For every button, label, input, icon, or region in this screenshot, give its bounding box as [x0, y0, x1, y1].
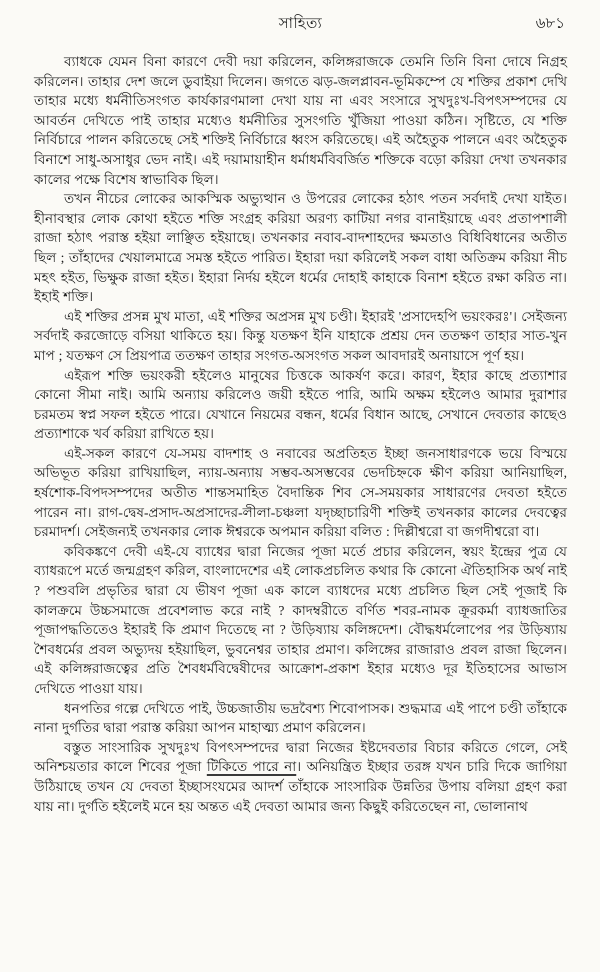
paragraph: কবিকঙ্কণে দেবী এই-যে ব্যাধের দ্বারা নিজের পূজা মর্তে প্রচার করিলেন, স্বয়ং ইন্দ্রের পুত্র যে ব্যাধরূপে মর্তে জন্মগ্রহণ করিল, বাংলাদেশের এই লোকপ্রচলিত কথার কি কোনো ঐতিহাসিক অর্থ নাই ? পশুবলি প্রভৃতির দ্বারা যে ভীষণ পূজা এক কালে ব্যাধদের মধ্যে প্রচলিত ছিল সেই পূজাই কি কালক্রমে উচ্চসমাজে প্রবেশলাভ করে নাই ? কাদম্বরীতে বর্ণিত শবর-নামক ক্রূরকর্মা ব্যাধজাতির পূজাপদ্ধতিতেও ইহারই কি প্রমাণ দিতেছে না ? উড়িষ্যায় কলিঙ্গদেশ। বৌদ্ধধর্মলোপের পর উড়িষ্যায় শৈবধর্মের প্রবল অভ্যুদয় হইয়াছিল, ভুবনেশ্বর তাহার প্রমাণ। কলিঙ্গের রাজারাও প্রবল রাজা ছিলেন। এই কলিঙ্গরাজত্বের প্রতি শৈবধর্মবিদ্বেষীদের আক্রোশ-প্রকাশ ইহার মধ্যেও দূর ইতিহাসের আভাস দেখিতে পাওয়া যায়।: [34, 543, 567, 696]
paragraph-text: । অনিয়ন্ত্রিত ইচ্ছার তরঙ্গ যখন চারি দিকে জাগিয়া উঠিয়াছে তখন যে দেবতা ইচ্ছাসংযমের আদর্শ তাঁহাকে সাংসারিক উন্নতির উপায় বলিয়া গ্রহণ করা যায় না। দুর্গতি হইলেই মনে হয় অন্তত এই দেবতা আমার জন্য কিছুই করিতেছেন না, ভোলানাথ: [34, 759, 568, 814]
underline-annotation: টিকিতে পারে না: [206, 759, 297, 775]
page-header-title: সাহিত্য: [278, 16, 323, 32]
paragraph: এই শক্তির প্রসন্ন মুখ মাতা, এই শক্তির অপ্রসন্ন মুখ চণ্ডী। ইহারই 'প্রসাদেহপি ভয়ংকরঃ'। সেইজন্য সর্বদাই করজোড়ে বসিয়া থাকিতে হয়। কিন্তু যতক্ষণ ইনি যাহাকে প্রশ্রয় দেন ততক্ষণ তাহার সাত-খুন মাপ ; যতক্ষণ সে প্রিয়পাত্র ততক্ষণ তাহার সংগত-অসংগত সকল আবদারই অনায়াসে পূর্ণ হয়।: [34, 308, 567, 363]
paragraph: ধনপতির গল্পে দেখিতে পাই, উচ্চজাতীয় ভদ্রবৈশ্য শিবোপাসক। শুদ্ধমাত্র এই পাপে চণ্ডী তাঁহাকে নানা দুর্গতির দ্বারা পরাস্ত করিয়া আপন মাহাত্ম্য প্রমাণ করিলেন।: [34, 700, 567, 736]
paragraph: এইরূপ শক্তি ভয়ংকরী হইলেও মানুষের চিত্তকে আকর্ষণ করে। কারণ, ইহার কাছে প্রত্যাশার কোনো সীমা নাই। আমি অন্যায় করিলেও জয়ী হইতে পারি, আমি অক্ষম হইলেও আমার দুরাশার চরমতম স্বপ্ন সফল হইতে পারে। যেখানে নিয়মের বন্ধন, ধর্মের বিধান আছে, সেখানে দেবতার কাছেও প্রত্যাশাকে খর্ব করিয়া রাখিতে হয়।: [34, 367, 567, 442]
paragraph: এই-সকল কারণে যে-সময় বাদশাহ ও নবাবের অপ্রতিহত ইচ্ছা জনসাধারণকে ভয়ে বিস্ময়ে অভিভূত করিয়া রাখিয়াছিল, ন্যায়-অন্যায় সম্ভব-অসম্ভবের ভেদচিহ্নকে ক্ষীণ করিয়া আনিয়াছিল, হর্ষশোক-বিপদসম্পদের অতীত শান্তসমাহিত বৈদান্তিক শিব সে-সময়কার সাধারণের দেবতা হইতে পারেন না। রাগ-দ্বেষ-প্রসাদ-অপ্রসাদের-লীলা-চঞ্চলা যদৃচ্ছাচারিণী শক্তিই তখনকার কালের দেবত্বের চরমাদর্শ। সেইজন্যই তখনকার লোক ঈশ্বরকে অপমান করিয়া বলিত : দিল্লীশ্বরো বা জগদীশ্বরো বা।: [34, 445, 567, 540]
page-body: [34, 52, 567, 816]
paragraph: ব্যাধকে যেমন বিনা কারণে দেবী দয়া করিলেন, কলিঙ্গরাজকে তেমনি তিনি বিনা দোষে নিগ্রহ করিলেন। তাহার দেশ জলে ডুবাইয়া দিলেন। জগতে ঝড়-জলপ্লাবন-ভূমিকম্পে যে শক্তির প্রকাশ দেখি তাহার মধ্যে ধর্মনীতিসংগত কার্যকারণমালা দেখা যায় না এবং সংসারে সুখদুঃখ-বিপৎসম্পদের যে আবর্তন দেখিতে পাই তাহার মধ্যেও ধর্মনীতির সুসংগতি খুঁজিয়া পাওয়া কঠিন। সৃষ্টিতে, যে শক্তি নির্বিচারে পালন করিতেছে সেই শক্তিই নির্বিচারে ধ্বংস করিতেছে। এই অহৈতুক পালনে এবং অহৈতুক বিনাশে সাধু-অসাধুর ভেদ নাই। এই দয়ামায়াহীন ধর্মাধর্মবিবর্জিত শক্তিকে বড়ো করিয়া দেখা তখনকার কালের পক্ষে বিশেষ স্বাভাবিক ছিল।: [34, 54, 567, 187]
paragraph-text: বস্তুত সাংসারিক সুখদুঃখ বিপৎসম্পদের দ্বারা নিজের ইষ্টদেবতার বিচার করিতে গেলে, সেই অনিশ্চয়তার কালে শিবের পূজা: [34, 739, 567, 775]
page-header: [34, 12, 567, 36]
page-number: ৬৮১: [535, 16, 565, 32]
paragraph: [34, 738, 567, 816]
paragraph: তখন নীচের লোকের আকস্মিক অভ্যুত্থান ও উপরের লোকের হঠাৎ পতন সর্বদাই দেখা যাইত। হীনাবস্থার লোক কোথা হইতে শক্তি সংগ্রহ করিয়া অরণ্য কাটিয়া নগর বানাইয়াছে এবং প্রতাপশালী রাজা হঠাৎ পরাস্ত হইয়া লাঞ্ছিত হইয়াছে। তখনকার নবাব-বাদশাহদের ক্ষমতাও বিধিবিধানের অতীত ছিল ; তাঁহাদের খেয়ালমাত্রে সমস্ত হইতে পারিত। ইহারা দয়া করিলেই সকল বাধা অতিক্রম করিয়া নীচ মহৎ হইত, ভিক্ষুক রাজা হইত। ইহারা নির্দয় হইলে ধর্মের দোহাই কাহাকে বিনাশ হইতে রক্ষা করিত না। ইহাই শক্তি।: [34, 191, 567, 305]
